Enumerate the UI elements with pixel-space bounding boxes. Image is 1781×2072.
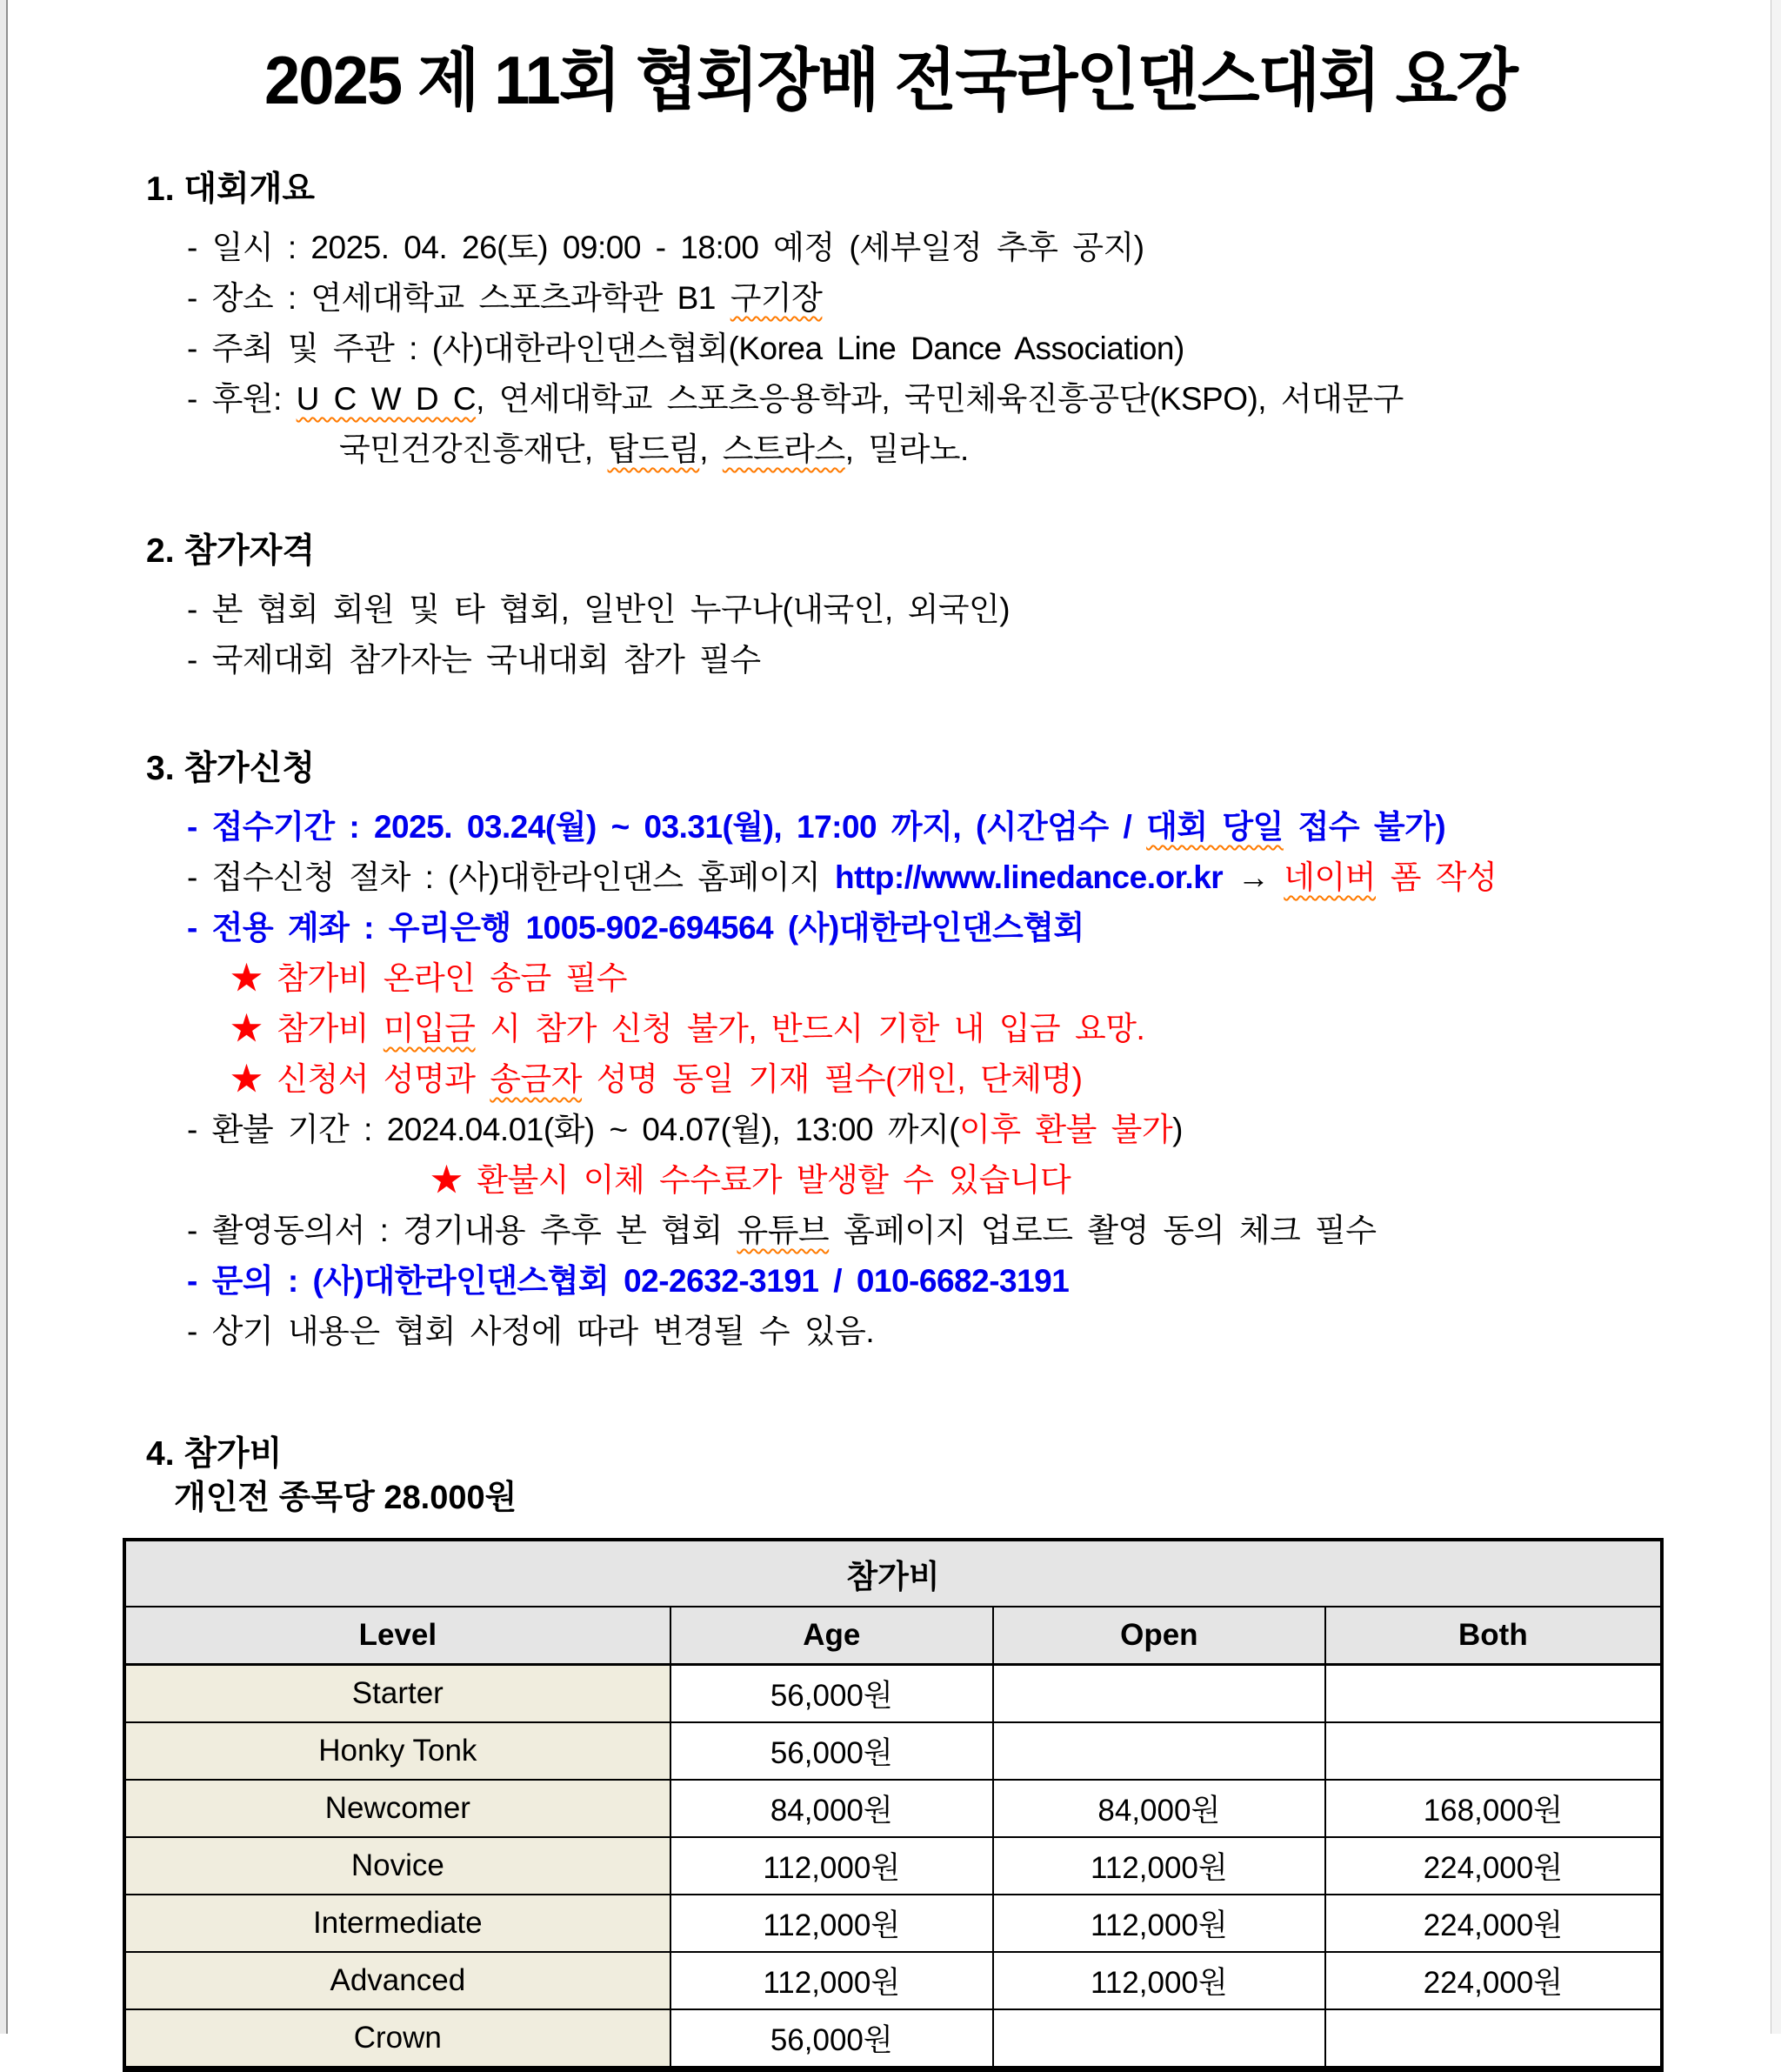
filming-consent-line [187, 1206, 1781, 1256]
filming-spellcheck-word: 유튜브 [737, 1213, 830, 1248]
period-text-2: 접수 불가) [1283, 809, 1446, 845]
fee-row-honky-tonk [124, 1722, 1662, 1780]
fee-row-novice [124, 1837, 1662, 1895]
payment-note-1: ★ 참가비 온라인 송금 필수 [230, 960, 628, 996]
note2-text-1: ★ 참가비 [230, 1011, 384, 1046]
naver-form-word: 네이버 [1284, 859, 1376, 895]
filming-text-1: - 촬영동의서 : 경기내용 추후 본 협회 [187, 1213, 737, 1248]
period-text-1: - 접수기간 : 2025. 03.24(월) ~ 03.31(월), 17:00 까지, (시간엄수 / [187, 809, 1147, 845]
refund-warning: 이후 환불 불가 [959, 1112, 1173, 1147]
sponsor2-text-2: , 밀라노. [844, 431, 969, 467]
payment-note-2 [230, 1004, 1781, 1054]
venue-line [187, 273, 1781, 324]
age-fee-cell: 56,000원 [670, 1722, 993, 1780]
open-fee-cell [993, 1722, 1325, 1780]
level-cell: Newcomer [124, 1780, 670, 1837]
col-header-both: Both [1325, 1607, 1662, 1665]
note2-spellcheck-word: 미입금 [383, 1011, 476, 1046]
both-fee-cell: 224,000원 [1325, 1895, 1662, 1952]
note3-spellcheck-word: 송금자 [490, 1061, 583, 1097]
open-fee-cell: 112,000원 [993, 1952, 1325, 2009]
filming-text-2: 홈페이지 업로드 촬영 동의 체크 필수 [829, 1213, 1377, 1248]
venue-spellcheck-word: 구기장 [730, 280, 823, 316]
sponsor-rest: , 연세대학교 스포츠응용학과, 국민체육진흥공단(KSPO), 서대문구 [476, 381, 1404, 417]
eligibility-line-1: - 본 협회 회원 및 타 협회, 일반인 누구나(내국인, 외국인) [187, 592, 1011, 627]
document-title: 2025 제 11회 협회장배 전국라인댄스대회 요강 [263, 42, 1518, 118]
level-cell: Novice [124, 1837, 670, 1895]
refund-text-2: ) [1172, 1112, 1183, 1147]
note3-text-1: ★ 신청서 성명과 [230, 1061, 490, 1097]
naver-form-text: 폼 작성 [1375, 859, 1498, 895]
sponsor-line [187, 374, 1781, 424]
sponsor2-topdream: 탑드림 [607, 431, 700, 467]
individual-fee-subtitle: 개인전 종목당 28.000원 [174, 1480, 517, 1516]
age-fee-cell: 56,000원 [670, 2009, 993, 2069]
date-line: - 일시 : 2025. 04. 26(토) 09:00 - 18:00 예정 (세부일정 추후 공지) [187, 230, 1144, 265]
sponsor2-text-1: 국민건강진흥재단, [339, 431, 608, 467]
venue-text: - 장소 : 연세대학교 스포츠과학관 B1 [187, 280, 730, 316]
sponsor-line-2 [339, 424, 1781, 475]
age-fee-cell: 112,000원 [670, 1837, 993, 1895]
host-line: - 주최 및 주관 : (사)대한라인댄스협회(Korea Line Dance Association) [187, 331, 1184, 366]
col-header-level: Level [124, 1607, 670, 1665]
website-url[interactable]: http://www.linedance.or.kr [835, 859, 1224, 895]
sponsor-ucwdc: U C W D C [296, 381, 477, 417]
application-procedure-line [187, 852, 1781, 903]
open-fee-cell: 112,000원 [993, 1837, 1325, 1895]
fee-row-newcomer [124, 1780, 1662, 1837]
both-fee-cell [1325, 2009, 1662, 2069]
section2-heading: 2. 참가자격 [146, 532, 316, 570]
section3-heading: 3. 참가신청 [146, 750, 316, 787]
age-fee-cell: 84,000원 [670, 1780, 993, 1837]
open-fee-cell: 84,000원 [993, 1780, 1325, 1837]
age-fee-cell: 112,000원 [670, 1895, 993, 1952]
refund-fee-note: ★ 환불시 이체 수수료가 발생할 수 있습니다 [430, 1162, 1071, 1198]
fee-table [123, 1538, 1664, 2072]
fee-row-advanced [124, 1952, 1662, 2009]
fee-row-starter [124, 1665, 1662, 1723]
age-fee-cell: 112,000원 [670, 1952, 993, 2009]
procedure-text: - 접수신청 절차 : (사)대한라인댄스 홈페이지 [187, 859, 836, 895]
change-notice-line: - 상기 내용은 협회 사정에 따라 변경될 수 있음. [187, 1313, 875, 1349]
level-cell: Intermediate [124, 1895, 670, 1952]
level-cell: Honky Tonk [124, 1722, 670, 1780]
open-fee-cell: 112,000원 [993, 1895, 1325, 1952]
both-fee-cell: 224,000원 [1325, 1837, 1662, 1895]
both-fee-cell [1325, 1722, 1662, 1780]
both-fee-cell [1325, 1665, 1662, 1723]
application-period-line [187, 802, 1781, 852]
contact-line: - 문의 : (사)대한라인댄스협회 02-2632-3191 / 010-6682-3191 [187, 1263, 1070, 1299]
level-cell: Starter [124, 1665, 670, 1723]
note3-text-2: 성명 동일 기재 필수(개인, 단체명) [582, 1061, 1083, 1097]
arrow-icon: → [1223, 859, 1284, 895]
fee-table-caption: 참가비 [124, 1540, 1662, 1607]
payment-note-3 [230, 1054, 1781, 1105]
level-cell: Crown [124, 2009, 670, 2069]
level-cell: Advanced [124, 1952, 670, 2009]
col-header-open: Open [993, 1607, 1325, 1665]
refund-text-1: - 환불 기간 : 2024.04.01(화) ~ 04.07(월), 13:00 까지( [187, 1112, 960, 1147]
bank-account-line: - 전용 계좌 : 우리은행 1005-902-694564 (사)대한라인댄스협회 [187, 910, 1084, 946]
fee-row-crown [124, 2009, 1662, 2069]
sponsor2-comma: , [699, 431, 723, 467]
note2-text-2: 시 참가 신청 불가, 반드시 기한 내 입금 요망. [475, 1011, 1145, 1046]
eligibility-line-2: - 국제대회 참가자는 국내대회 참가 필수 [187, 642, 761, 678]
period-spellcheck-word: 대회 당일 [1146, 809, 1284, 845]
section1-heading: 1. 대회개요 [146, 170, 316, 208]
sponsor2-stras: 스트라스 [722, 431, 845, 467]
fee-row-intermediate [124, 1895, 1662, 1952]
sponsor-label: - 후원: [187, 381, 297, 417]
fee-table-caption-row [124, 1540, 1662, 1607]
refund-period-line [187, 1105, 1781, 1155]
fee-table-header-row [124, 1607, 1662, 1665]
open-fee-cell [993, 1665, 1325, 1723]
both-fee-cell: 224,000원 [1325, 1952, 1662, 2009]
both-fee-cell: 168,000원 [1325, 1780, 1662, 1837]
open-fee-cell [993, 2009, 1325, 2069]
section4-heading: 4. 참가비 [146, 1435, 283, 1473]
age-fee-cell: 56,000원 [670, 1665, 993, 1723]
col-header-age: Age [670, 1607, 993, 1665]
